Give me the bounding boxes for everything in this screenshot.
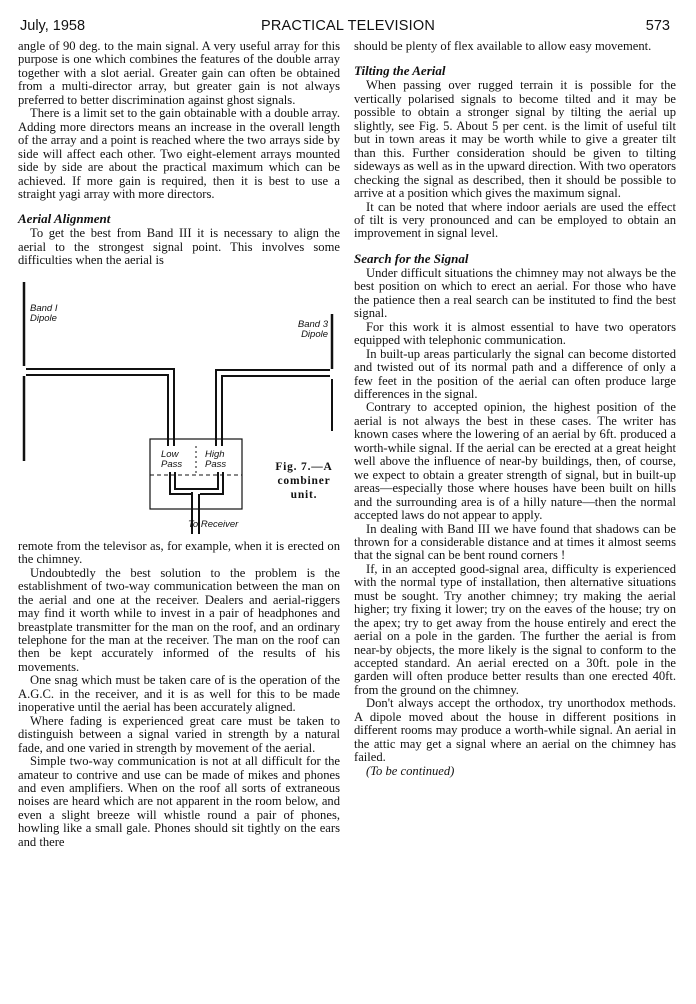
- label-line: Dipole: [301, 328, 328, 340]
- label-line: Band I: [30, 302, 58, 314]
- paragraph: It can be noted that where indoor aerials are used the effect of tilt is very pronounced and can be employed to obtain an improvement in signal level.: [354, 199, 676, 241]
- paragraph: Where fading is experienced great care must be taken to distinguish between a signal varied in strength by a natural fade, and one varied in strength by movement of the aerial.: [18, 713, 340, 755]
- left-column: [18, 40, 340, 849]
- paragraph: should be plenty of flex available to allow easy movement.: [354, 39, 652, 53]
- figure-caption: [268, 460, 340, 502]
- page-number: 573: [645, 18, 670, 34]
- page-header: [20, 18, 676, 38]
- paragraph: Contrary to accepted opinion, the highest position of the aerial is not always the best in these cases. The writer has known cases where the lowering of an aerial by 6ft. produced a worth-while signal. If the aerial can be erected at a great height well above the influence of near-by buildings, then, of course, we expect to obtain a greater strength of signal, but in built-up areas—especially those where houses have been built on hills and the surrounding area is of a hilly nature—then the normal accepted laws do not appear to apply.: [354, 400, 676, 523]
- paragraph: One snag which must be taken care of is the operation of the A.G.C. in the receiver, and it is as well for this to be made inoperative until the aerial has been accurately aligned.: [18, 673, 340, 715]
- label-line: High: [205, 448, 225, 460]
- right-column: [354, 40, 676, 778]
- label-band3-dipole: [286, 320, 328, 340]
- paragraph: In dealing with Band III we have found that shadows can be thrown for a considerable distance and at times it almost seems that the signal can be bent round corners !: [354, 521, 676, 563]
- paragraph: For this work it is almost essential to have two operators equipped with telephonic communication.: [354, 319, 676, 348]
- paragraph: In built-up areas particularly the signal can become distorted and twisted out of its normal path and a difference of only a few feet in the position of the aerial can often produce large differences in the signal.: [354, 346, 676, 401]
- caption-line: combiner: [277, 474, 331, 487]
- label-line: Pass: [161, 458, 183, 470]
- label-high-pass: [205, 450, 226, 470]
- publication-title: PRACTICAL TELEVISION: [260, 18, 436, 34]
- paragraph: Simple two-way communication is not at all difficult for the amateur to contrive and use can be made of mikes and phones and even amplifiers. When on the roof all sorts of extraneous noises are heard which are not apparent in the room below, and even a slight breeze will whistle round a pair of phones, howling like a small gale. Phones should sit tightly on the ears and there: [18, 754, 340, 849]
- label-line: Low: [161, 448, 179, 460]
- label-line: Dipole: [30, 312, 57, 324]
- label-line: Band 3: [297, 318, 328, 330]
- label-band1-dipole: [30, 304, 57, 324]
- paragraph: To get the best from Band III it is necessary to align the aerial to the strongest signal point. This involves some difficulties when the aerial is: [18, 226, 340, 268]
- caption-line: Fig. 7.—A: [275, 460, 333, 473]
- section-heading-search: Search for the Signal: [354, 250, 469, 266]
- combiner-unit-figure: [18, 276, 340, 534]
- caption-line: unit.: [290, 488, 318, 501]
- paragraph: There is a limit set to the gain obtainable with a double array. Adding more directors means an increase in the overall length of the array and a point is reached where the two arrays side by side will affect each other. Two eight-element arrays mounted side by side are about the practical maximum which can be achieved. If more gain is required, then it is best to use a straight yagi array with more directors.: [18, 106, 340, 201]
- label-line: Pass: [205, 458, 227, 470]
- section-heading-tilting: Tilting the Aerial: [354, 63, 446, 79]
- paragraph: Don't always accept the orthodox, try unorthodox methods. A dipole moved about the house in different positions in different rooms may produce a worth-while signal. An aerial in the attic may get a signal where an aerial on the chimney has failed.: [354, 696, 676, 765]
- label-low-pass: [161, 450, 182, 470]
- to-be-continued: (To be continued): [366, 763, 455, 778]
- paragraph: If, in an accepted good-signal area, difficulty is experienced with the normal type of installation, then alternative situations must be sought. Try another chimney; try making the aerial higher; try fixing it lower; try on the eaves of the house; try on the apex; try to get away from the house entirely and erect the aerial on a pole in the garden. The further the aerial is from near-by objects, the more likely is the signal to conform to the accepted standard. An aerial erected on a 30ft. pole in the garden will often produce better results than one erected 40ft. from the ground on the chimney.: [354, 561, 676, 697]
- paragraph: remote from the televisor as, for example, when it is erected on the chimney.: [18, 538, 340, 567]
- section-heading-aerial-alignment: Aerial Alignment: [18, 211, 111, 227]
- paragraph: angle of 90 deg. to the main signal. A very useful array for this purpose is one which combines the features of the double array together with a slot aerial. Greater gain can often be obtained from a multi-director array, but greater gain is not always preferred to better discrimination against ghost signals.: [18, 39, 340, 107]
- paragraph: When passing over rugged terrain it is possible for the vertically polarised signals to become tilted and it may be possible to obtain a stronger signal by tilting the aerial up slightly, see Fig. 5. About 5 per cent. is the limit of useful tilt but in town areas it may be worth while to give a greater tilt than this. Further consideration should be given to tilting sideways as well as in the upward direction. With two operators checking the signal as described, then it should be possible to arrive at a position which gives the maximum signal.: [354, 78, 676, 201]
- label-to-receiver: To Receiver: [188, 518, 239, 530]
- paragraph: Undoubtedly the best solution to the problem is the establishment of two-way communication between the man on the aerial and one at the receiver. Dealers and aerial-riggers may find it worth while to invest in a pair of headphones and breastplate transmitter for the man on the roof, and an ordinary telephone for the man at the receiver. The man on the roof can then be kept accurately informed of the results of his movements.: [18, 565, 340, 674]
- issue-date: July, 1958: [20, 18, 86, 34]
- paragraph: Under difficult situations the chimney may not always be the best position on which to erect an aerial. For those who have the patience then a real search can be instituted to find the best signal.: [354, 265, 676, 321]
